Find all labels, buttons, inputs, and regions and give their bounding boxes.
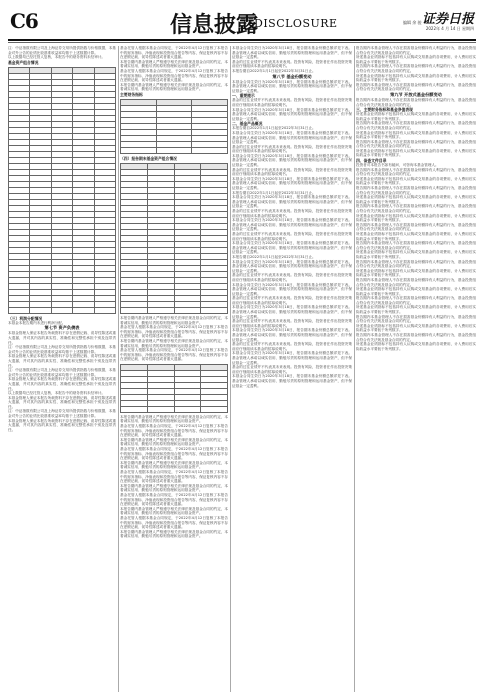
paragraph: 注：中证指数有限公司及上海证券交易所提供指数与价格数据，本基金对外公告的业绩比较基准收益率均基于上述数据计算。 bbox=[8, 409, 116, 419]
section-heading: 一、重要提示 bbox=[232, 93, 255, 99]
paragraph: 本报告期内基金管理人严格遵守相关法律法规及基金合同的约定，本着诚实信用、勤勉尽责的原则管理和运用基金资产。 bbox=[120, 59, 228, 69]
paragraph: 注：中证指数有限公司及上海证券交易所提供指数与价格数据，本基金对外公告的业绩比较基准收益率均基于上述数据计算。 bbox=[8, 46, 116, 55]
paragraph: 本基金合同生效日为2020年3月18日，报告期末基金份额总额详见下表。基金管理人承诺以诚实信用、勤勉尽责的原则管理和运用基金资产，但不保证基金一定盈利。 bbox=[232, 79, 352, 93]
paragraph: 报告期内本基金管理人不存在损害基金份额持有人利益的行为，基金投资组合符合有关法规及基金合同的约定。 bbox=[356, 314, 476, 324]
paragraph: 基金托管人根据本基金合同规定，于2022年4月12日复核了本报告中的财务指标、净值表现和投资组合报告等内容，保证复核内容不存在虚假记载、误导性陈述或者重大遗漏。 bbox=[120, 447, 228, 461]
paragraph: 报告期内本基金管理人不存在损害基金份额持有人利益的行为，基金投资组合符合有关法规及基金合同的约定。 bbox=[356, 186, 476, 195]
paragraph: 本报告期自2022年1月1日起至2022年3月31日止。 bbox=[232, 190, 316, 195]
section-heading: （三）利润分配情况 bbox=[8, 315, 43, 321]
data-table bbox=[120, 99, 228, 154]
paragraph: 本基金管理人保证本报告所载资料不存在虚假记载、误导性陈述或重大遗漏，并对其内容的真实性、准确性和完整性承担个别及连带责任。 bbox=[8, 331, 116, 345]
paragraph: 基金托管人根据本基金合同规定，于2022年4月12日复核了本报告中的财务指标、净值表现和投资组合报告等内容，保证复核内容不存在虚假记载、误导性陈述或者重大遗漏。 bbox=[120, 348, 228, 362]
paragraph: 所述基金业绩指标不包括持有人认购或交易基金的各项费用，计入费用后实际收益水平要低于所列数字。 bbox=[356, 112, 476, 121]
section-heading: 第八节 基金份额变动 bbox=[272, 73, 312, 79]
paragraph: 基金托管人根据本基金合同规定，于2022年4月12日复核了本报告中的财务指标、净值表现和投资组合报告等内容，保证复核内容不存在虚假记载、误导性陈述或者重大遗漏。 bbox=[120, 325, 228, 339]
paragraph: 报告期内本基金管理人不存在损害基金份额持有人利益的行为，基金投资组合符合有关法规及基金合同的约定。 bbox=[356, 121, 476, 130]
paragraph: 本基金管理人保证本报告所载资料不存在虚假记载、误导性陈述或重大遗漏，并对其内容的真实性、准确性和完整性承担个别及连带责任。 bbox=[8, 354, 116, 368]
paragraph: 所述基金业绩指标不包括持有人认购或交易基金的各项费用，计入费用后实际收益水平要低于所列数字。 bbox=[356, 250, 476, 259]
table-caption: 基金资产组合情况 bbox=[8, 59, 39, 65]
editors-line: 编辑 余 骏 bbox=[403, 20, 422, 25]
paragraph: 本基金合同生效日为2020年3月18日，报告期末基金份额总额详见下表。基金管理人承诺以诚实信用、勤勉尽责的原则管理和运用基金资产，但不保证基金一定盈利。 bbox=[232, 46, 352, 60]
column-4 bbox=[356, 46, 476, 692]
paragraph: 本报告期内基金管理人严格遵守相关法律法规及基金合同的约定，本着诚实信用、勤勉尽责的原则管理和运用基金资产。 bbox=[120, 460, 228, 470]
paragraph: 基金的过往业绩并不代表其未来表现。投资有风险，投资者在作出投资决策前应仔细阅读本基金的招募说明书。 bbox=[232, 209, 352, 218]
paragraph: 所述基金业绩指标不包括持有人认购或交易基金的各项费用，计入费用后实际收益水平要低于所列数字。 bbox=[356, 305, 476, 315]
paragraph: 所述基金业绩指标不包括持有人认购或交易基金的各项费用，计入费用后实际收益水平要低于所列数字。 bbox=[356, 287, 476, 296]
paragraph: 本基金管理人保证本报告所载资料不存在虚假记载、误导性陈述或重大遗漏，并对其内容的真实性、准确性和完整性承担个别及连带责任。 bbox=[8, 418, 116, 432]
masthead-rule-thin bbox=[8, 42, 476, 43]
paragraph: 基金托管人根据本基金合同规定，于2022年4月12日复核了本报告中的财务指标、净值表现和投资组合报告等内容，保证复核内容不存在虚假记载、误导性陈述或者重大遗漏。 bbox=[120, 424, 228, 438]
paragraph: 基金的过往业绩并不代表其未来表现。投资有风险，投资者在作出投资决策前应仔细阅读本基金的招募说明书。 bbox=[232, 144, 352, 154]
paragraph: 本基金管理人保证本报告所载资料不存在虚假记载、误导性陈述或重大遗漏，并对其内容的真实性、准确性和完整性承担个别及连带责任。 bbox=[8, 395, 116, 409]
paragraph: 基金的过往业绩并不代表其未来表现。投资有风险，投资者在作出投资决策前应仔细阅读本基金的招募说明书。 bbox=[232, 59, 352, 69]
paragraph: 所述基金业绩指标不包括持有人认购或交易基金的各项费用，计入费用后实际收益水平要低于所列数字。 bbox=[356, 342, 476, 351]
column-3 bbox=[232, 46, 352, 692]
paragraph: 所述基金业绩指标不包括持有人认购或交易基金的各项费用，计入费用后实际收益水平要低于所列数字。 bbox=[356, 268, 476, 278]
paragraph: 本基金合同生效日为2020年3月18日，报告期末基金份额总额详见下表。基金管理人承诺以诚实信用、勤勉尽责的原则管理和运用基金资产，但不保证基金一定盈利。 bbox=[232, 176, 352, 191]
paragraph: 报告期内本基金管理人不存在损害基金份额持有人利益的行为，基金投资组合符合有关法规及基金合同的约定。 bbox=[356, 241, 476, 250]
paragraph: 报告期内本基金管理人不存在损害基金份额持有人利益的行为，基金投资组合符合有关法规及基金合同的约定。 bbox=[356, 167, 476, 177]
paragraph: 本报告期内基金管理人严格遵守相关法律法规及基金合同的约定，本着诚实信用、勤勉尽责的原则管理和运用基金资产。 bbox=[120, 483, 228, 493]
paragraph: 报告期内本基金管理人不存在损害基金份额持有人利益的行为，基金投资组合符合有关法规及基金合同的约定。 bbox=[356, 204, 476, 213]
paragraph: 本报告期内基金管理人严格遵守相关法律法规及基金合同的约定，本着诚实信用、勤勉尽责的原则管理和运用基金资产。 bbox=[120, 338, 228, 348]
paragraph: 本基金管理人保证本报告所载资料不存在虚假记载、误导性陈述或重大遗漏，并对其内容的真实性、准确性和完整性承担个别及连带责任。 bbox=[8, 377, 116, 391]
paragraph: 基金托管人根据本基金合同规定，于2022年4月12日复核了本报告中的财务指标、净值表现和投资组合报告等内容，保证复核内容不存在虚假记载、误导性陈述或者重大遗漏。 bbox=[120, 68, 228, 83]
paragraph: 报告期内本基金管理人不存在损害基金份额持有人利益的行为，基金投资组合符合有关法规及基金合同的约定。 bbox=[356, 222, 476, 232]
paragraph: 所述基金业绩指标不包括持有人认购或交易基金的各项费用，计入费用后实际收益水平要低于所列数字。 bbox=[356, 73, 476, 83]
paragraph: 基金托管人根据本基金合同规定，于2022年4月12日复核了本报告中的财务指标、净值表现和投资组合报告等内容，保证复核内容不存在虚假记载、误导性陈述或者重大遗漏。 bbox=[120, 46, 228, 60]
paragraph: 本基金本报告期内未进行利润分配。 bbox=[8, 320, 66, 325]
paragraph: 所述基金业绩指标不包括持有人认购或交易基金的各项费用，计入费用后实际收益水平要低于所列数字。 bbox=[356, 231, 476, 241]
paragraph: 本基金合同生效日为2020年3月18日，报告期末基金份额总额详见下表。基金管理人承诺以诚实信用、勤勉尽责的原则管理和运用基金资产，但不保证基金一定盈利。 bbox=[232, 107, 352, 121]
paragraph: 基金的过往业绩并不代表其未来表现。投资有风险，投资者在作出投资决策前应仔细阅读本基金的招募说明书。 bbox=[232, 273, 352, 282]
section-heading: 四、备查文件目录 bbox=[356, 158, 387, 164]
newspaper-logo: 证券日报 bbox=[421, 12, 474, 27]
paragraph: 以上数据均已经托管人复核，本报告中的财务资料未经审计。 bbox=[8, 55, 106, 60]
paragraph: 本基金合同生效日为2020年3月18日，报告期末基金份额总额详见下表。基金管理人承诺以诚实信用、勤勉尽责的原则管理和运用基金资产，但不保证基金一定盈利。 bbox=[232, 259, 352, 273]
paragraph: 本报告期内基金管理人严格遵守相关法律法规及基金合同的约定，本着诚实信用、勤勉尽责的原则管理和运用基金资产。 bbox=[120, 82, 228, 92]
paragraph: 报告期内本基金管理人不存在损害基金份额持有人利益的行为，基金投资组合符合有关法规及基金合同的约定。 bbox=[356, 296, 476, 305]
section-title: 信息披露 bbox=[170, 12, 259, 38]
paragraph: 基金的过往业绩并不代表其未来表现。投资有风险，投资者在作出投资决策前应仔细阅读本基金的招募说明书。 bbox=[232, 231, 352, 241]
paragraph: 报告期内本基金管理人不存在损害基金份额持有人利益的行为，基金投资组合符合有关法规及基金合同的约定。 bbox=[356, 82, 476, 92]
paragraph: 基金托管人根据本基金合同规定，于2022年4月12日复核了本报告中的财务指标、净值表现和投资组合报告等内容，保证复核内容不存在虚假记载、误导性陈述或者重大遗漏。 bbox=[120, 470, 228, 484]
column-1 bbox=[8, 46, 116, 692]
paragraph: 基金的过往业绩并不代表其未来表现。投资有风险，投资者在作出投资决策前应仔细阅读本基金的招募说明书。 bbox=[232, 167, 352, 177]
section-title-en: DISCLOSURE bbox=[254, 17, 338, 30]
paragraph: 基金的过往业绩并不代表其未来表现。投资有风险，投资者在作出投资决策前应仔细阅读本基金的招募说明书。 bbox=[232, 319, 352, 328]
column-divider bbox=[118, 46, 119, 692]
issue-date: 2022年 4 月 14 日 星期四 bbox=[425, 26, 474, 31]
data-table bbox=[120, 364, 228, 413]
paragraph: 本报告期内基金管理人严格遵守相关法律法规及基金合同的约定，本着诚实信用、勤勉尽责的原则管理和运用基金资产。 bbox=[120, 529, 228, 539]
section-heading: 二、基金产品概况 bbox=[232, 121, 263, 127]
paragraph: 本基金合同生效日为2020年3月18日，报告期末基金份额总额详见下表。基金管理人承诺以诚实信用、勤勉尽责的原则管理和运用基金资产，但不保证基金一定盈利。 bbox=[232, 130, 352, 145]
paragraph: 以上数据均已经托管人复核，本报告中的财务资料未经审计。 bbox=[8, 391, 106, 396]
paragraph: 所述基金业绩指标不包括持有人认购或交易基金的各项费用，计入费用后实际收益水平要低于所列数字。 bbox=[356, 130, 476, 140]
paragraph: 本基金合同生效日为2020年3月18日，报告期末基金份额总额详见下表。基金管理人承诺以诚实信用、勤勉尽责的原则管理和运用基金资产，但不保证基金一定盈利。 bbox=[232, 305, 352, 319]
paragraph: 注：中证指数有限公司及上海证券交易所提供指数与价格数据，本基金对外公告的业绩比较基准收益率均基于上述数据计算。 bbox=[8, 368, 116, 377]
table-caption: 主要财务指标 bbox=[120, 91, 143, 97]
paragraph: 本报告期内基金管理人严格遵守相关法律法规及基金合同的约定，本着诚实信用、勤勉尽责的原则管理和运用基金资产。 bbox=[120, 506, 228, 516]
paragraph: 报告期内本基金管理人不存在损害基金份额持有人利益的行为，基金投资组合符合有关法规及基金合同的约定。 bbox=[356, 139, 476, 149]
paragraph: 本基金合同生效日为2020年3月18日，报告期末基金份额总额详见下表。基金管理人承诺以诚实信用、勤勉尽责的原则管理和运用基金资产，但不保证基金一定盈利。 bbox=[232, 218, 352, 232]
column-divider bbox=[354, 46, 355, 692]
paragraph: 本报告期内基金管理人严格遵守相关法律法规及基金合同的约定，本着诚实信用、勤勉尽责的原则管理和运用基金资产。 bbox=[120, 414, 228, 424]
paragraph: 基金的过往业绩并不代表其未来表现。投资有风险，投资者在作出投资决策前应仔细阅读本基金的招募说明书。 bbox=[232, 98, 352, 107]
paragraph: 本报告期自2022年1月1日起至2022年3月31日止。 bbox=[232, 254, 316, 259]
paragraph: 所述基金业绩指标不包括持有人认购或交易基金的各项费用，计入费用后实际收益水平要低于所列数字。 bbox=[356, 195, 476, 204]
masthead bbox=[8, 8, 476, 38]
paragraph: 注：中证指数有限公司及上海证券交易所提供指数与价格数据，本基金对外公告的业绩比较基准收益率均基于上述数据计算。 bbox=[8, 345, 116, 354]
section-heading: （四）报告期末基金资产组合情况 bbox=[120, 155, 177, 161]
section-heading: 第九节 开放式基金份额变动 bbox=[390, 91, 442, 97]
data-table bbox=[120, 163, 228, 314]
paragraph: 报告期内本基金管理人不存在损害基金份额持有人利益的行为，基金投资组合符合有关法规及基金合同的约定。 bbox=[356, 46, 476, 55]
column-2 bbox=[120, 46, 228, 692]
data-table bbox=[8, 67, 116, 314]
paragraph: 基金托管人根据本基金合同规定，于2022年4月12日复核了本报告中的财务指标、净值表现和投资组合报告等内容，保证复核内容不存在虚假记载、误导性陈述或者重大遗漏。 bbox=[120, 515, 228, 530]
paragraph: 本报告期内基金管理人严格遵守相关法律法规及基金合同的约定，本着诚实信用、勤勉尽责的原则管理和运用基金资产。 bbox=[120, 315, 228, 325]
paragraph: 本报告期自2022年1月1日起至2022年3月31日止。 bbox=[232, 126, 316, 131]
page-number: C6 bbox=[10, 9, 38, 33]
paragraph: 本报告期内基金管理人严格遵守相关法律法规及基金合同的约定，本着诚实信用、勤勉尽责的原则管理和运用基金资产。 bbox=[120, 437, 228, 447]
paragraph: 基金的过往业绩并不代表其未来表现。投资有风险，投资者在作出投资决策前应仔细阅读本基金的招募说明书。 bbox=[232, 296, 352, 305]
paragraph: 本基金合同生效日为2020年3月18日，报告期末基金份额总额详见下表。基金管理人承诺以诚实信用、勤勉尽责的原则管理和运用基金资产，但不保证基金一定盈利。 bbox=[232, 241, 352, 255]
paragraph: 报告期内本基金管理人不存在损害基金份额持有人利益的行为，基金投资组合符合有关法规及基金合同的约定。 bbox=[356, 259, 476, 269]
paragraph: 所述基金业绩指标不包括持有人认购或交易基金的各项费用，计入费用后实际收益水平要低于所列数字。 bbox=[356, 148, 476, 158]
section-heading: 第七节 资产负债表 bbox=[44, 325, 80, 331]
paragraph: 所述基金业绩指标不包括持有人认购或交易基金的各项费用，计入费用后实际收益水平要低于所列数字。 bbox=[356, 176, 476, 186]
column-divider bbox=[230, 46, 231, 692]
paragraph: 报告期内本基金管理人不存在损害基金份额持有人利益的行为，基金投资组合符合有关法规及基金合同的约定。 bbox=[356, 97, 476, 107]
paragraph: 基金的过往业绩并不代表其未来表现。投资有风险，投资者在作出投资决策前应仔细阅读本基金的招募说明书。 bbox=[232, 342, 352, 351]
section-heading: 三、主要财务指标和基金净值表现 bbox=[356, 107, 413, 113]
paragraph: 所述基金业绩指标不包括持有人认购或交易基金的各项费用，计入费用后实际收益水平要低于所列数字。 bbox=[356, 213, 476, 223]
paragraph: 报告期内本基金管理人不存在损害基金份额持有人利益的行为，基金投资组合符合有关法规及基金合同的约定。 bbox=[356, 277, 476, 287]
paragraph: 本基金合同生效日为2020年3月18日，报告期末基金份额总额详见下表。基金管理人承诺以诚实信用、勤勉尽责的原则管理和运用基金资产，但不保证基金一定盈利。 bbox=[232, 374, 352, 388]
paragraph: 本基金合同生效日为2020年3月18日，报告期末基金份额总额详见下表。基金管理人承诺以诚实信用、勤勉尽责的原则管理和运用基金资产，但不保证基金一定盈利。 bbox=[232, 153, 352, 168]
masthead-rule bbox=[8, 39, 476, 41]
paragraph: 本报告期自2022年1月1日起至2022年3月31日止。 bbox=[232, 68, 316, 73]
paragraph: 所述基金业绩指标不包括持有人认购或交易基金的各项费用，计入费用后实际收益水平要低于所列数字。 bbox=[356, 55, 476, 64]
paragraph: 投资者对本报告书如有疑问，可咨询本基金管理人。 bbox=[356, 163, 439, 168]
paragraph: 报告期内本基金管理人不存在损害基金份额持有人利益的行为，基金投资组合符合有关法规及基金合同的约定。 bbox=[356, 64, 476, 73]
paragraph: 基金托管人根据本基金合同规定，于2022年4月12日复核了本报告中的财务指标、净值表现和投资组合报告等内容，保证复核内容不存在虚假记载、误导性陈述或者重大遗漏。 bbox=[120, 492, 228, 507]
paragraph: 基金的过往业绩并不代表其未来表现。投资有风险，投资者在作出投资决策前应仔细阅读本基金的招募说明书。 bbox=[232, 365, 352, 374]
paragraph: 本基金合同生效日为2020年3月18日，报告期末基金份额总额详见下表。基金管理人承诺以诚实信用、勤勉尽责的原则管理和运用基金资产，但不保证基金一定盈利。 bbox=[232, 195, 352, 209]
paragraph: 本基金合同生效日为2020年3月18日，报告期末基金份额总额详见下表。基金管理人承诺以诚实信用、勤勉尽责的原则管理和运用基金资产，但不保证基金一定盈利。 bbox=[232, 351, 352, 365]
paragraph: 本基金合同生效日为2020年3月18日，报告期末基金份额总额详见下表。基金管理人承诺以诚实信用、勤勉尽责的原则管理和运用基金资产，但不保证基金一定盈利。 bbox=[232, 282, 352, 296]
paragraph: 本基金合同生效日为2020年3月18日，报告期末基金份额总额详见下表。基金管理人承诺以诚实信用、勤勉尽责的原则管理和运用基金资产，但不保证基金一定盈利。 bbox=[232, 328, 352, 342]
paragraph: 报告期内本基金管理人不存在损害基金份额持有人利益的行为，基金投资组合符合有关法规及基金合同的约定。 bbox=[356, 333, 476, 342]
paragraph: 所述基金业绩指标不包括持有人认购或交易基金的各项费用，计入费用后实际收益水平要低于所列数字。 bbox=[356, 323, 476, 333]
